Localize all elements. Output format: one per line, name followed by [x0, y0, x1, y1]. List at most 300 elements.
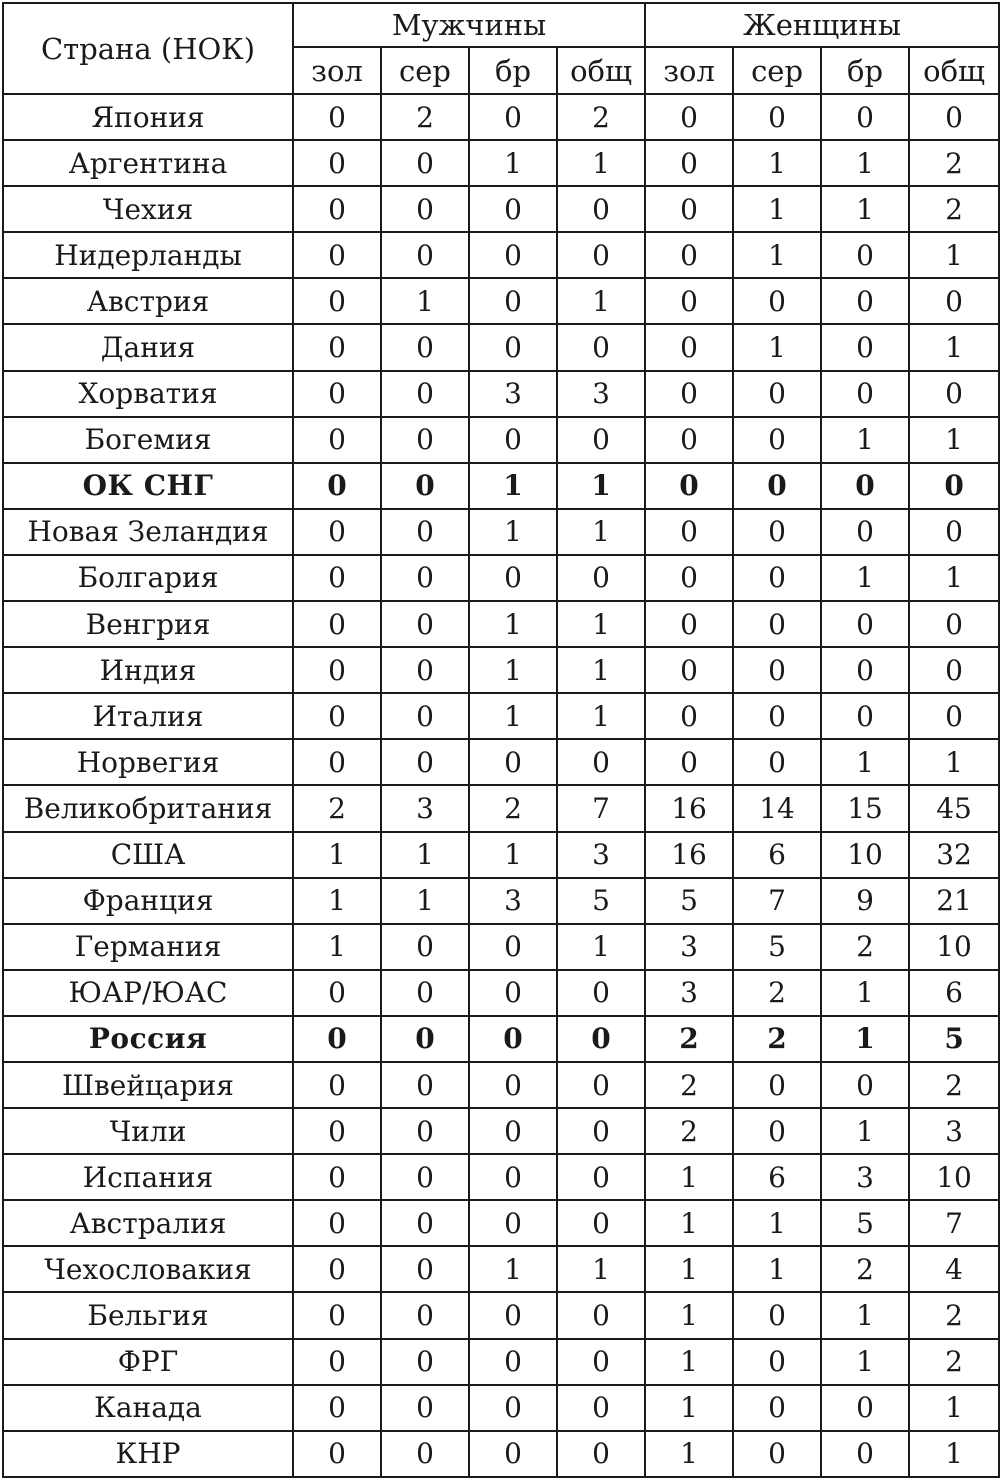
men-total-cell: 0 — [557, 1339, 645, 1385]
women-total-cell: 4 — [909, 1246, 999, 1292]
women-gold-cell: 0 — [645, 232, 733, 278]
women-total-cell: 2 — [909, 1292, 999, 1338]
men-bronze-cell: 1 — [469, 693, 557, 739]
country-cell: Швейцария — [3, 1062, 293, 1108]
women-silver-cell: 0 — [733, 555, 821, 601]
men-bronze-cell: 0 — [469, 186, 557, 232]
women-silver-cell: 1 — [733, 1200, 821, 1246]
men-bronze-cell: 3 — [469, 371, 557, 417]
men-gold-cell: 0 — [293, 601, 381, 647]
men-silver-cell: 0 — [381, 324, 469, 370]
men-gold-cell: 0 — [293, 140, 381, 186]
women-silver-cell: 0 — [733, 371, 821, 417]
women-gold-cell: 0 — [645, 278, 733, 324]
men-silver-cell: 1 — [381, 878, 469, 924]
men-total-cell: 0 — [557, 417, 645, 463]
country-cell: Дания — [3, 324, 293, 370]
men-silver-cell: 0 — [381, 1431, 469, 1477]
women-total-cell: 10 — [909, 1154, 999, 1200]
men-bronze-cell: 1 — [469, 647, 557, 693]
men-bronze-cell: 0 — [469, 1385, 557, 1431]
men-gold-cell: 0 — [293, 1292, 381, 1338]
men-silver-cell: 0 — [381, 1292, 469, 1338]
women-gold-cell: 2 — [645, 1108, 733, 1154]
women-silver-cell: 1 — [733, 1246, 821, 1292]
women-total-cell: 7 — [909, 1200, 999, 1246]
men-bronze-cell: 0 — [469, 1339, 557, 1385]
women-total-cell: 1 — [909, 555, 999, 601]
women-total-cell: 1 — [909, 739, 999, 785]
women-silver-cell: 0 — [733, 601, 821, 647]
country-header: Страна (НОК) — [3, 3, 293, 94]
country-cell: Япония — [3, 94, 293, 140]
women-silver-cell: 0 — [733, 1292, 821, 1338]
women-gold-cell: 0 — [645, 463, 733, 509]
women-silver-cell: 2 — [733, 970, 821, 1016]
men-bronze-cell: 0 — [469, 278, 557, 324]
men-silver-cell: 0 — [381, 186, 469, 232]
women-gold-cell: 1 — [645, 1385, 733, 1431]
country-cell: ОК СНГ — [3, 463, 293, 509]
men-bronze-cell: 0 — [469, 1062, 557, 1108]
women-bronze-cell: 10 — [821, 832, 909, 878]
women-silver-cell: 0 — [733, 1062, 821, 1108]
men-total-cell: 0 — [557, 970, 645, 1016]
men-gold-cell: 0 — [293, 1108, 381, 1154]
table-row — [3, 1108, 999, 1154]
men-gold-cell: 0 — [293, 417, 381, 463]
table-row — [3, 509, 999, 555]
women-group-header: Женщины — [645, 3, 999, 47]
men-silver-cell: 0 — [381, 970, 469, 1016]
women-bronze-cell: 1 — [821, 417, 909, 463]
men-gold-header: зол — [293, 47, 381, 94]
men-total-cell: 0 — [557, 1062, 645, 1108]
women-gold-cell: 16 — [645, 832, 733, 878]
women-gold-cell: 16 — [645, 785, 733, 831]
women-silver-cell: 0 — [733, 647, 821, 693]
table-row — [3, 878, 999, 924]
women-total-cell: 0 — [909, 509, 999, 555]
table-row — [3, 324, 999, 370]
women-total-cell: 0 — [909, 693, 999, 739]
men-total-cell: 1 — [557, 1246, 645, 1292]
country-cell: ФРГ — [3, 1339, 293, 1385]
women-total-cell: 10 — [909, 924, 999, 970]
men-silver-cell: 0 — [381, 693, 469, 739]
women-gold-cell: 3 — [645, 924, 733, 970]
country-cell: Россия — [3, 1016, 293, 1062]
country-cell: Великобритания — [3, 785, 293, 831]
men-gold-cell: 0 — [293, 278, 381, 324]
men-total-cell: 0 — [557, 1154, 645, 1200]
women-gold-cell: 0 — [645, 555, 733, 601]
women-gold-cell: 0 — [645, 509, 733, 555]
women-bronze-cell: 0 — [821, 1062, 909, 1108]
women-gold-cell: 2 — [645, 1016, 733, 1062]
men-total-cell: 1 — [557, 463, 645, 509]
country-cell: Хорватия — [3, 371, 293, 417]
women-total-cell: 1 — [909, 1385, 999, 1431]
men-silver-cell: 0 — [381, 647, 469, 693]
women-total-cell: 1 — [909, 232, 999, 278]
women-silver-cell: 0 — [733, 509, 821, 555]
men-gold-cell: 0 — [293, 693, 381, 739]
country-cell: КНР — [3, 1431, 293, 1477]
men-silver-cell: 0 — [381, 1062, 469, 1108]
women-total-cell: 0 — [909, 463, 999, 509]
women-gold-cell: 0 — [645, 140, 733, 186]
table-row — [3, 463, 999, 509]
women-silver-cell: 1 — [733, 186, 821, 232]
women-bronze-cell: 1 — [821, 140, 909, 186]
women-bronze-cell: 0 — [821, 371, 909, 417]
men-silver-cell: 0 — [381, 140, 469, 186]
women-total-cell: 32 — [909, 832, 999, 878]
women-bronze-cell: 0 — [821, 94, 909, 140]
women-bronze-cell: 1 — [821, 1339, 909, 1385]
table-row — [3, 832, 999, 878]
men-bronze-cell: 0 — [469, 555, 557, 601]
men-bronze-cell: 0 — [469, 324, 557, 370]
women-bronze-header: бр — [821, 47, 909, 94]
women-silver-cell: 0 — [733, 94, 821, 140]
women-total-cell: 6 — [909, 970, 999, 1016]
women-gold-cell: 0 — [645, 186, 733, 232]
men-silver-cell: 0 — [381, 1385, 469, 1431]
women-silver-cell: 1 — [733, 232, 821, 278]
men-bronze-cell: 0 — [469, 739, 557, 785]
women-bronze-cell: 1 — [821, 1292, 909, 1338]
men-bronze-cell: 0 — [469, 924, 557, 970]
men-gold-cell: 0 — [293, 94, 381, 140]
men-silver-cell: 0 — [381, 509, 469, 555]
women-silver-cell: 7 — [733, 878, 821, 924]
women-bronze-cell: 15 — [821, 785, 909, 831]
men-gold-cell: 0 — [293, 1200, 381, 1246]
men-total-cell: 0 — [557, 1200, 645, 1246]
women-silver-cell: 14 — [733, 785, 821, 831]
men-total-cell: 0 — [557, 1016, 645, 1062]
country-cell: Испания — [3, 1154, 293, 1200]
country-cell: Богемия — [3, 417, 293, 463]
men-total-cell: 0 — [557, 555, 645, 601]
table-row — [3, 1154, 999, 1200]
men-silver-cell: 2 — [381, 94, 469, 140]
women-silver-cell: 0 — [733, 1385, 821, 1431]
men-bronze-cell: 0 — [469, 970, 557, 1016]
men-total-cell: 1 — [557, 647, 645, 693]
men-total-cell: 0 — [557, 1385, 645, 1431]
country-cell: Новая Зеландия — [3, 509, 293, 555]
men-total-cell: 1 — [557, 693, 645, 739]
women-gold-header: зол — [645, 47, 733, 94]
men-silver-cell: 0 — [381, 1016, 469, 1062]
men-silver-cell: 0 — [381, 417, 469, 463]
country-cell: Германия — [3, 924, 293, 970]
country-cell: Болгария — [3, 555, 293, 601]
women-bronze-cell: 0 — [821, 1431, 909, 1477]
country-cell: Чехия — [3, 186, 293, 232]
men-silver-cell: 0 — [381, 1200, 469, 1246]
men-silver-cell: 0 — [381, 232, 469, 278]
men-gold-cell: 0 — [293, 1385, 381, 1431]
men-total-cell: 0 — [557, 1108, 645, 1154]
table-row — [3, 371, 999, 417]
women-total-cell: 1 — [909, 417, 999, 463]
women-total-cell: 0 — [909, 647, 999, 693]
women-gold-cell: 0 — [645, 94, 733, 140]
men-total-cell: 0 — [557, 324, 645, 370]
men-bronze-cell: 0 — [469, 417, 557, 463]
men-total-header: общ — [557, 47, 645, 94]
men-gold-cell: 0 — [293, 324, 381, 370]
women-gold-cell: 0 — [645, 417, 733, 463]
women-total-cell: 1 — [909, 1431, 999, 1477]
women-bronze-cell: 1 — [821, 1108, 909, 1154]
men-bronze-cell: 0 — [469, 1108, 557, 1154]
table-row — [3, 785, 999, 831]
men-silver-cell: 0 — [381, 1108, 469, 1154]
women-gold-cell: 0 — [645, 739, 733, 785]
table-row — [3, 1016, 999, 1062]
men-bronze-cell: 0 — [469, 1292, 557, 1338]
men-gold-cell: 0 — [293, 1246, 381, 1292]
women-total-cell: 5 — [909, 1016, 999, 1062]
header-row-groups — [3, 3, 999, 47]
women-gold-cell: 0 — [645, 647, 733, 693]
women-gold-cell: 0 — [645, 693, 733, 739]
men-group-header: Мужчины — [293, 3, 645, 47]
women-silver-cell: 5 — [733, 924, 821, 970]
men-bronze-cell: 0 — [469, 1154, 557, 1200]
men-total-cell: 1 — [557, 509, 645, 555]
men-total-cell: 3 — [557, 832, 645, 878]
country-cell: Чехословакия — [3, 1246, 293, 1292]
women-total-cell: 2 — [909, 140, 999, 186]
men-total-cell: 0 — [557, 1431, 645, 1477]
country-cell: Индия — [3, 647, 293, 693]
men-gold-cell: 0 — [293, 371, 381, 417]
women-bronze-cell: 1 — [821, 739, 909, 785]
women-gold-cell: 1 — [645, 1246, 733, 1292]
women-total-cell: 45 — [909, 785, 999, 831]
table-body — [3, 94, 999, 1477]
women-bronze-cell: 0 — [821, 463, 909, 509]
men-silver-cell: 0 — [381, 739, 469, 785]
women-bronze-cell: 0 — [821, 647, 909, 693]
table-row — [3, 1292, 999, 1338]
table-row — [3, 924, 999, 970]
women-bronze-cell: 1 — [821, 186, 909, 232]
women-gold-cell: 5 — [645, 878, 733, 924]
women-silver-cell: 0 — [733, 1108, 821, 1154]
men-bronze-cell: 0 — [469, 1431, 557, 1477]
country-cell: ЮАР/ЮАС — [3, 970, 293, 1016]
table-row — [3, 970, 999, 1016]
women-silver-cell: 1 — [733, 140, 821, 186]
country-cell: Норвегия — [3, 739, 293, 785]
men-total-cell: 1 — [557, 924, 645, 970]
men-gold-cell: 0 — [293, 970, 381, 1016]
men-gold-cell: 2 — [293, 785, 381, 831]
table-row — [3, 739, 999, 785]
women-gold-cell: 1 — [645, 1292, 733, 1338]
women-bronze-cell: 0 — [821, 232, 909, 278]
women-gold-cell: 0 — [645, 371, 733, 417]
men-gold-cell: 1 — [293, 832, 381, 878]
women-gold-cell: 1 — [645, 1154, 733, 1200]
men-gold-cell: 0 — [293, 1154, 381, 1200]
women-bronze-cell: 2 — [821, 924, 909, 970]
women-bronze-cell: 9 — [821, 878, 909, 924]
women-total-cell: 0 — [909, 601, 999, 647]
women-total-cell: 21 — [909, 878, 999, 924]
men-bronze-cell: 0 — [469, 232, 557, 278]
women-gold-cell: 1 — [645, 1200, 733, 1246]
men-bronze-cell: 1 — [469, 1246, 557, 1292]
table-row — [3, 601, 999, 647]
country-cell: Австралия — [3, 1200, 293, 1246]
women-total-cell: 2 — [909, 1339, 999, 1385]
men-silver-cell: 0 — [381, 601, 469, 647]
men-total-cell: 1 — [557, 140, 645, 186]
country-cell: Канада — [3, 1385, 293, 1431]
men-gold-cell: 0 — [293, 509, 381, 555]
men-total-cell: 2 — [557, 94, 645, 140]
women-total-cell: 0 — [909, 278, 999, 324]
table-row — [3, 140, 999, 186]
women-total-cell: 0 — [909, 94, 999, 140]
men-silver-header: сер — [381, 47, 469, 94]
men-silver-cell: 0 — [381, 463, 469, 509]
men-gold-cell: 0 — [293, 739, 381, 785]
women-silver-cell: 0 — [733, 1431, 821, 1477]
men-bronze-cell: 0 — [469, 94, 557, 140]
men-bronze-cell: 1 — [469, 140, 557, 186]
women-total-header: общ — [909, 47, 999, 94]
men-total-cell: 0 — [557, 232, 645, 278]
table-row — [3, 232, 999, 278]
medal-table — [2, 2, 1000, 1478]
women-silver-cell: 0 — [733, 1339, 821, 1385]
men-silver-cell: 3 — [381, 785, 469, 831]
men-silver-cell: 0 — [381, 555, 469, 601]
table-row — [3, 647, 999, 693]
women-gold-cell: 2 — [645, 1062, 733, 1108]
women-silver-cell: 0 — [733, 693, 821, 739]
men-silver-cell: 0 — [381, 1339, 469, 1385]
men-total-cell: 5 — [557, 878, 645, 924]
women-total-cell: 2 — [909, 186, 999, 232]
country-cell: Италия — [3, 693, 293, 739]
men-total-cell: 3 — [557, 371, 645, 417]
women-bronze-cell: 1 — [821, 1016, 909, 1062]
women-silver-cell: 0 — [733, 463, 821, 509]
men-gold-cell: 0 — [293, 1339, 381, 1385]
table-row — [3, 278, 999, 324]
women-silver-cell: 2 — [733, 1016, 821, 1062]
men-bronze-cell: 1 — [469, 463, 557, 509]
women-bronze-cell: 3 — [821, 1154, 909, 1200]
men-silver-cell: 0 — [381, 371, 469, 417]
men-bronze-cell: 3 — [469, 878, 557, 924]
country-cell: Австрия — [3, 278, 293, 324]
country-cell: Чили — [3, 1108, 293, 1154]
men-gold-cell: 1 — [293, 878, 381, 924]
women-bronze-cell: 0 — [821, 278, 909, 324]
men-silver-cell: 0 — [381, 1154, 469, 1200]
men-total-cell: 0 — [557, 739, 645, 785]
women-bronze-cell: 0 — [821, 693, 909, 739]
women-silver-cell: 1 — [733, 324, 821, 370]
table-row — [3, 693, 999, 739]
country-cell: Франция — [3, 878, 293, 924]
men-gold-cell: 0 — [293, 463, 381, 509]
table-row — [3, 1385, 999, 1431]
men-gold-cell: 0 — [293, 1431, 381, 1477]
men-gold-cell: 0 — [293, 186, 381, 232]
table-row — [3, 1431, 999, 1477]
country-cell: США — [3, 832, 293, 878]
women-bronze-cell: 0 — [821, 509, 909, 555]
men-total-cell: 1 — [557, 601, 645, 647]
men-bronze-cell: 2 — [469, 785, 557, 831]
men-gold-cell: 0 — [293, 555, 381, 601]
men-silver-cell: 1 — [381, 278, 469, 324]
women-gold-cell: 1 — [645, 1339, 733, 1385]
women-bronze-cell: 1 — [821, 555, 909, 601]
men-silver-cell: 1 — [381, 832, 469, 878]
women-total-cell: 2 — [909, 1062, 999, 1108]
women-silver-header: сер — [733, 47, 821, 94]
women-total-cell: 1 — [909, 324, 999, 370]
men-silver-cell: 0 — [381, 1246, 469, 1292]
men-total-cell: 0 — [557, 186, 645, 232]
women-gold-cell: 1 — [645, 1431, 733, 1477]
table-row — [3, 1200, 999, 1246]
men-total-cell: 0 — [557, 1292, 645, 1338]
men-bronze-cell: 0 — [469, 1200, 557, 1246]
men-bronze-cell: 1 — [469, 832, 557, 878]
men-bronze-cell: 1 — [469, 509, 557, 555]
country-cell: Венгрия — [3, 601, 293, 647]
women-bronze-cell: 2 — [821, 1246, 909, 1292]
men-bronze-cell: 1 — [469, 601, 557, 647]
table-row — [3, 417, 999, 463]
women-gold-cell: 3 — [645, 970, 733, 1016]
women-gold-cell: 0 — [645, 601, 733, 647]
men-total-cell: 7 — [557, 785, 645, 831]
table-row — [3, 1062, 999, 1108]
women-bronze-cell: 0 — [821, 324, 909, 370]
table-row — [3, 555, 999, 601]
men-silver-cell: 0 — [381, 924, 469, 970]
table-row — [3, 1246, 999, 1292]
men-gold-cell: 0 — [293, 232, 381, 278]
women-gold-cell: 0 — [645, 324, 733, 370]
men-bronze-cell: 0 — [469, 1016, 557, 1062]
men-total-cell: 1 — [557, 278, 645, 324]
country-cell: Бельгия — [3, 1292, 293, 1338]
men-gold-cell: 1 — [293, 924, 381, 970]
women-silver-cell: 0 — [733, 417, 821, 463]
men-gold-cell: 0 — [293, 647, 381, 693]
women-bronze-cell: 5 — [821, 1200, 909, 1246]
women-silver-cell: 6 — [733, 832, 821, 878]
women-total-cell: 3 — [909, 1108, 999, 1154]
men-bronze-header: бр — [469, 47, 557, 94]
